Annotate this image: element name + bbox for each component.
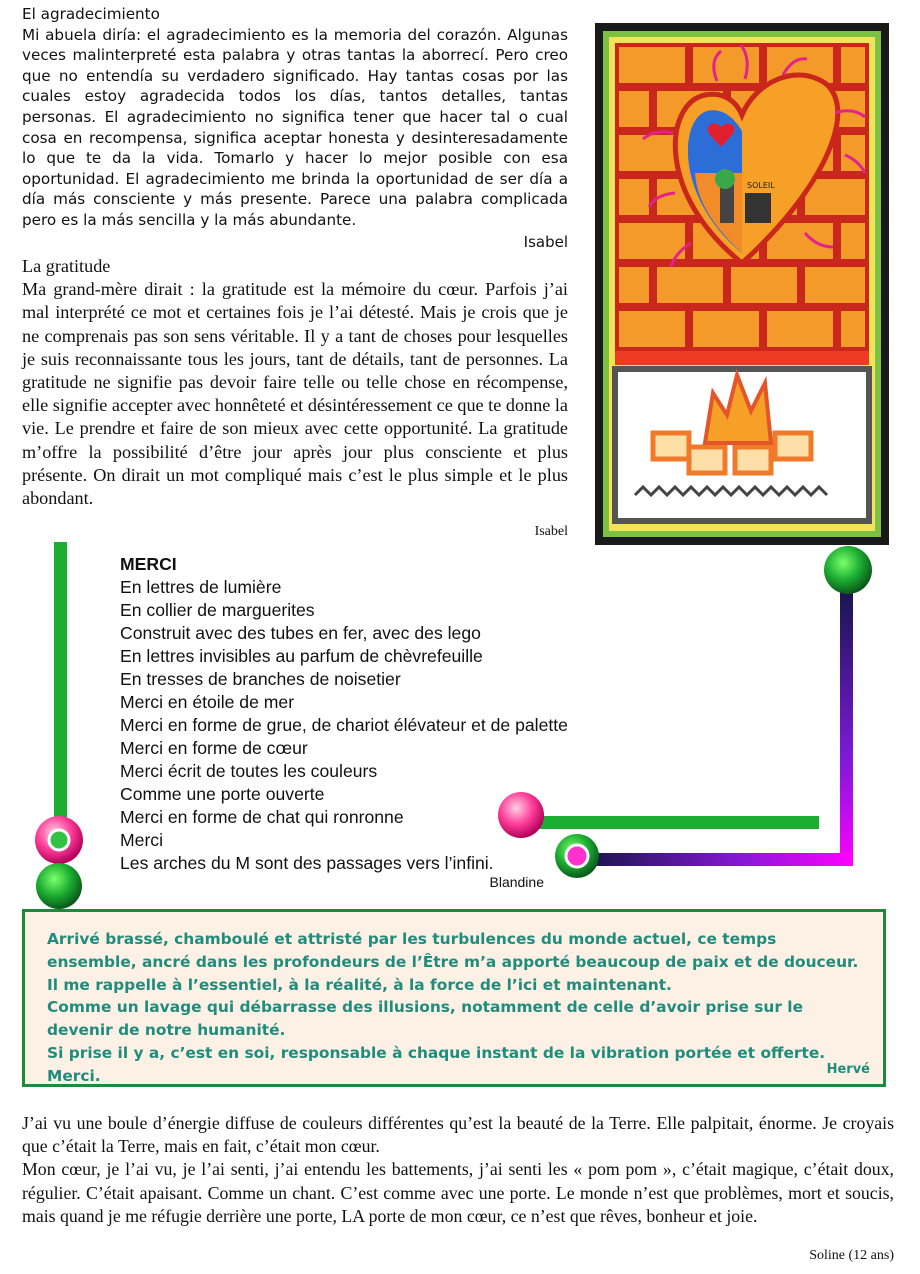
soline-text-block: [22, 1112, 894, 1228]
spanish-body: Mi abuela diría: el agradecimiento es la memoria del corazón. Algunas veces malinterpreté esta palabra y otras tantas la aborrecí. Pero creo que no entendía su verdadero significado. Hay tantas cosas por las cuales estoy agradecida todos los días, tantos detalles, tantas personas. El agradecimiento no significa tener que hacer tal o cual cosa en recompensa, significa aceptar honesta y desinteresadamente lo que te da la vida. Tomarlo y hacer lo mejor posible con esa oportunidad. El agradecimiento me brinda la oportunidad de ser día a día más consciente y más presente. Parece una palabra complicada pero es la más sencilla y la más abundante.: [22, 25, 568, 229]
testimony-paragraph: Si prise il y a, c’est en soi, responsable à chaque instant de la vibration portée et offerte. Merci.: [47, 1043, 826, 1085]
poem-title: MERCI: [120, 554, 177, 574]
testimony-author: Hervé: [826, 1062, 870, 1077]
poem-line: Merci en forme de cœur: [120, 738, 308, 758]
green-ball: [824, 546, 872, 594]
spanish-author: Isabel: [523, 233, 568, 251]
merci-poem: [120, 553, 680, 875]
poem-line: Merci en forme de grue, de chariot élévateur et de palette: [120, 715, 568, 735]
soline-author: Soline (12 ans): [809, 1248, 894, 1263]
poem-line: En lettres de lumière: [120, 577, 282, 597]
french-body: Ma grand-mère dirait : la gratitude est la mémoire du cœur. Parfois j’ai mal interprété ce mot et certaines fois je l’ai détesté. Mais je crois que je ne comprenais pas son sens véritable. Il y a tant de choses pour lesquelles je suis reconnaissante tous les jours, tant de détails, tant de personnes. La gratitude ne signifie pas devoir faire telle ou telle chose en récompense, elle signifie accepter avec honnêteté et désintéressement ce que te donne la vie. Le prendre et faire de son mieux avec cette opportunité. La gratitude m’offre la possibilité d’être jour après jour plus consciente et plus présente. On dirait un mot compliqué mais c’est le plus simple et le plus abondant.: [22, 279, 568, 509]
soline-paragraph: J’ai vu une boule d’énergie diffuse de couleurs différentes qu’est la beauté de la Terre. Elle palpitait, énorme. Je croyais que c’était la Terre, mais en fait, c’était mon cœur.: [22, 1113, 894, 1157]
testimony-text: [47, 928, 869, 1088]
poem-line: Merci en étoile de mer: [120, 692, 295, 712]
poem-line: Merci: [120, 830, 164, 850]
spanish-title: El agradecimiento: [22, 5, 160, 23]
drawing-illustration: [595, 23, 889, 545]
testimony-paragraph: Comme un lavage qui débarrasse des illusions, notamment de celle d’avoir prise sur le devenir de notre humanité.: [47, 998, 804, 1040]
poem-line: Les arches du M sont des passages vers l’infini.: [120, 853, 494, 873]
poem-line: Merci en forme de chat qui ronronne: [120, 807, 404, 827]
poem-line: En tresses de branches de noisetier: [120, 669, 401, 689]
drawing-label: SOLEIL: [747, 181, 775, 190]
french-title: La gratitude: [22, 256, 111, 276]
green-center-dot: [49, 830, 69, 850]
poem-line: En lettres invisibles au parfum de chèvrefeuille: [120, 646, 483, 666]
left-vertical-line: [54, 542, 67, 832]
poem-line: Merci écrit de toutes les couleurs: [120, 761, 378, 781]
poem-author: Blandine: [489, 874, 544, 890]
poem-line: Construit avec des tubes en fer, avec des lego: [120, 623, 481, 643]
soline-paragraph: Mon cœur, je l’ai vu, je l’ai senti, j’ai entendu les battements, j’ai senti les « pom pom », c’était magique, c’était doux, régulier. C’était apaisant. Comme un chant. C’est comme avec une porte. Le monde n’est que problèmes, mort et soucis, mais quand je me réfugie derrière une porte, LA porte de mon cœur, ce n’est que rêves, bonheur et joie.: [22, 1159, 894, 1226]
french-text-block: [22, 255, 568, 510]
right-vertical-line: [840, 586, 853, 866]
poem-line: Comme une porte ouverte: [120, 784, 325, 804]
testimony-paragraph: Arrivé brassé, chamboulé et attristé par les turbulences du monde actuel, ce temps ensemble, ancré dans les profondeurs de l’Être m’a apporté beaucoup de paix et de douceur. Il me rappelle à l’essentiel, à la réalité, à la force de l’ici et maintenant.: [47, 930, 859, 994]
child-drawing: [595, 23, 889, 545]
french-author: Isabel: [534, 524, 568, 539]
poem-line: En collier de marguerites: [120, 600, 315, 620]
spanish-text-block: [22, 4, 568, 231]
green-ball: [36, 863, 82, 909]
